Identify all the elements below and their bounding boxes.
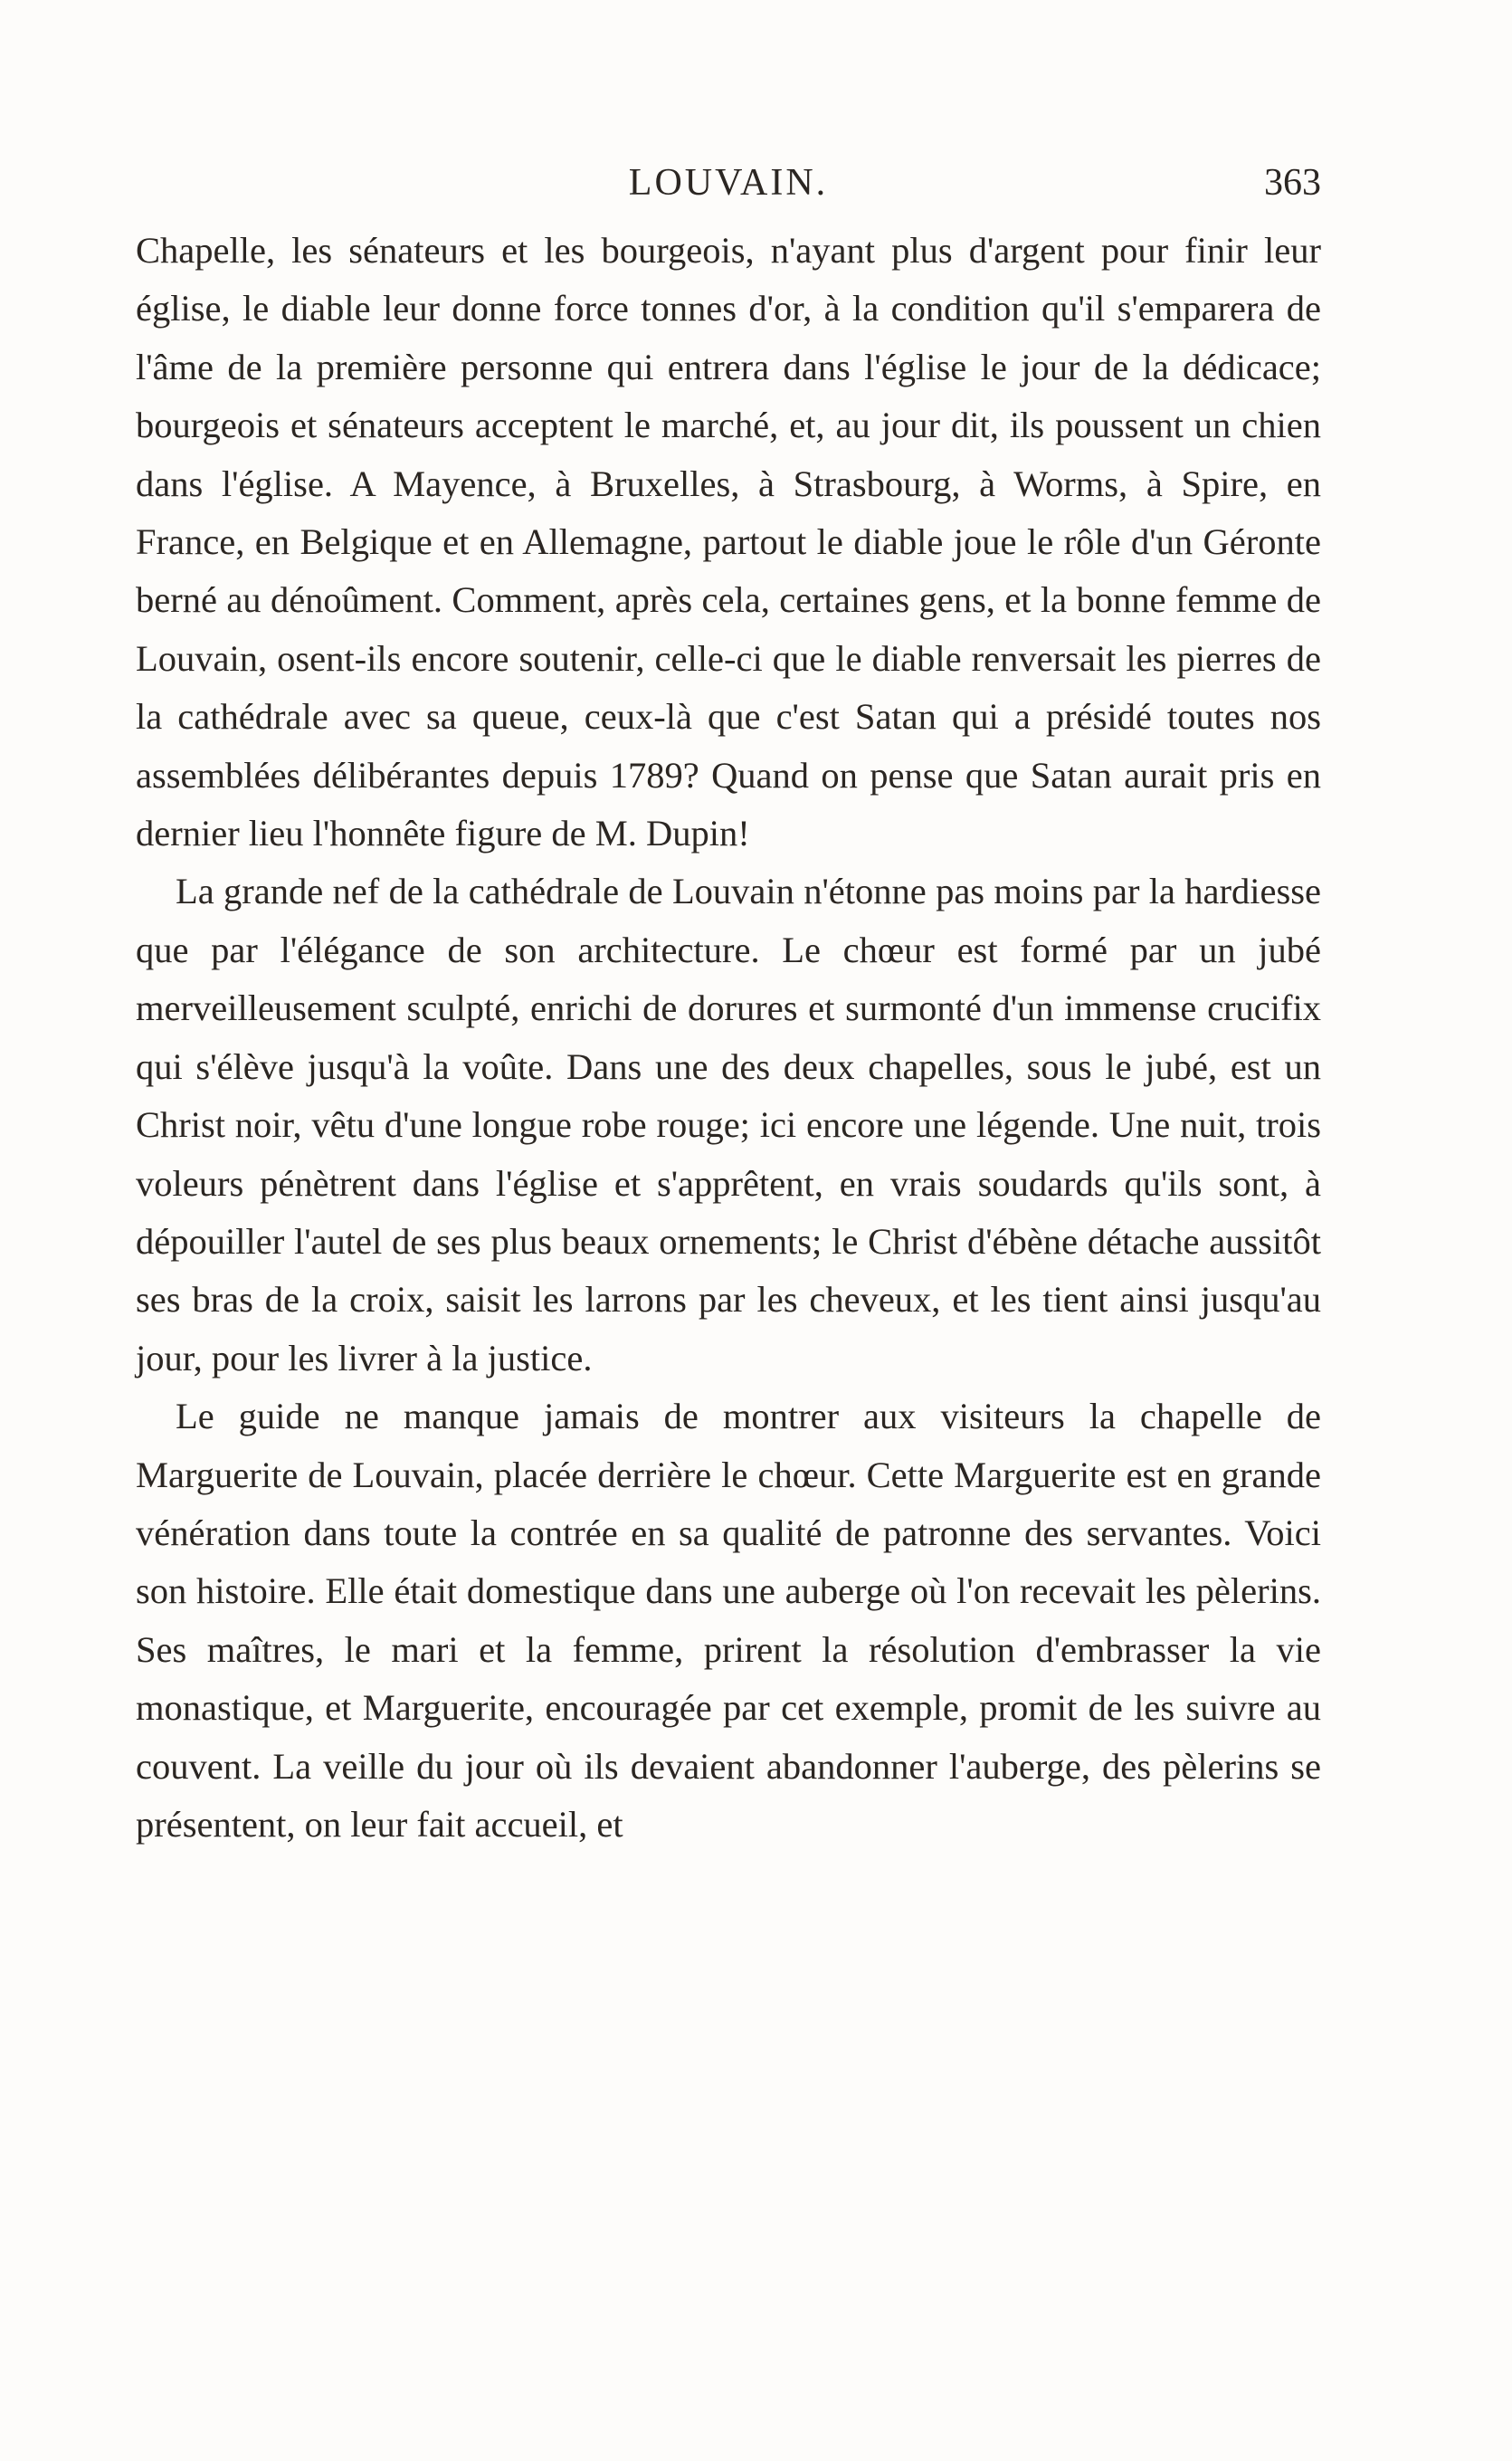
body-text xyxy=(136,222,1321,1854)
running-title: LOUVAIN. xyxy=(628,162,829,204)
paragraph-cathedral-nave: La grande nef de la cathédrale de Louvain n'étonne pas moins par la hardiesse que par l'élégance de son architecture. Le chœur est formé par un jubé merveilleusement sculpté, enrichi de dorures et surmonté d'un immense crucifix qui s'élève jusqu'à la voûte. Dans une des deux chapelles, sous le jubé, est un Christ noir, vêtu d'une longue robe rouge; ici encore une légende. Une nuit, trois voleurs pénètrent dans l'église et s'apprêtent, en vrais soudards qu'ils sont, à dépouiller l'autel de ses plus beaux ornements; le Christ d'ébène détache aussitôt ses bras de la croix, saisit les larrons par les cheveux, et les tient ainsi jusqu'au jour, pour les livrer à la justice. xyxy=(136,871,1321,1378)
page-number: 363 xyxy=(1264,162,1321,204)
paragraph-marguerite: Le guide ne manque jamais de montrer aux visiteurs la chapelle de Marguerite de Louvain, placée derrière le chœur. Cette Marguerite est en grande vénération dans toute la contrée en sa qualité de patronne des servantes. Voici son histoire. Elle était domestique dans une auberge où l'on recevait les pèlerins. Ses maîtres, le mari et la femme, prirent la résolution d'embrasser la vie monastique, et Marguerite, encouragée par cet exemple, promit de les suivre au couvent. La veille du jour où ils devaient abandonner l'auberge, des pèlerins se présentent, on leur fait accueil, et xyxy=(136,1396,1321,1845)
running-head xyxy=(136,161,1321,212)
paragraph-satan-legend: Chapelle, les sénateurs et les bourgeois, n'ayant plus d'argent pour finir leur église, le diable leur donne force tonnes d'or, à la condition qu'il s'emparera de l'âme de la première personne qui entrera dans l'église le jour de la dédicace; bourgeois et sénateurs acceptent le marché, et, au jour dit, ils poussent un chien dans l'église. A Mayence, à Bruxelles, à Strasbourg, à Worms, à Spire, en France, en Belgique et en Allemagne, partout le diable joue le rôle d'un Géronte berné au dénoûment. Comment, après cela, certaines gens, et la bonne femme de Louvain, osent-ils encore soutenir, celle-ci que le diable renversait les pierres de la cathédrale avec sa queue, ceux-là que c'est Satan qui a présidé toutes nos assemblées délibérantes depuis 1789? Quand on pense que Satan aurait pris en dernier lieu l'honnête figure de M. Dupin! xyxy=(136,230,1321,854)
